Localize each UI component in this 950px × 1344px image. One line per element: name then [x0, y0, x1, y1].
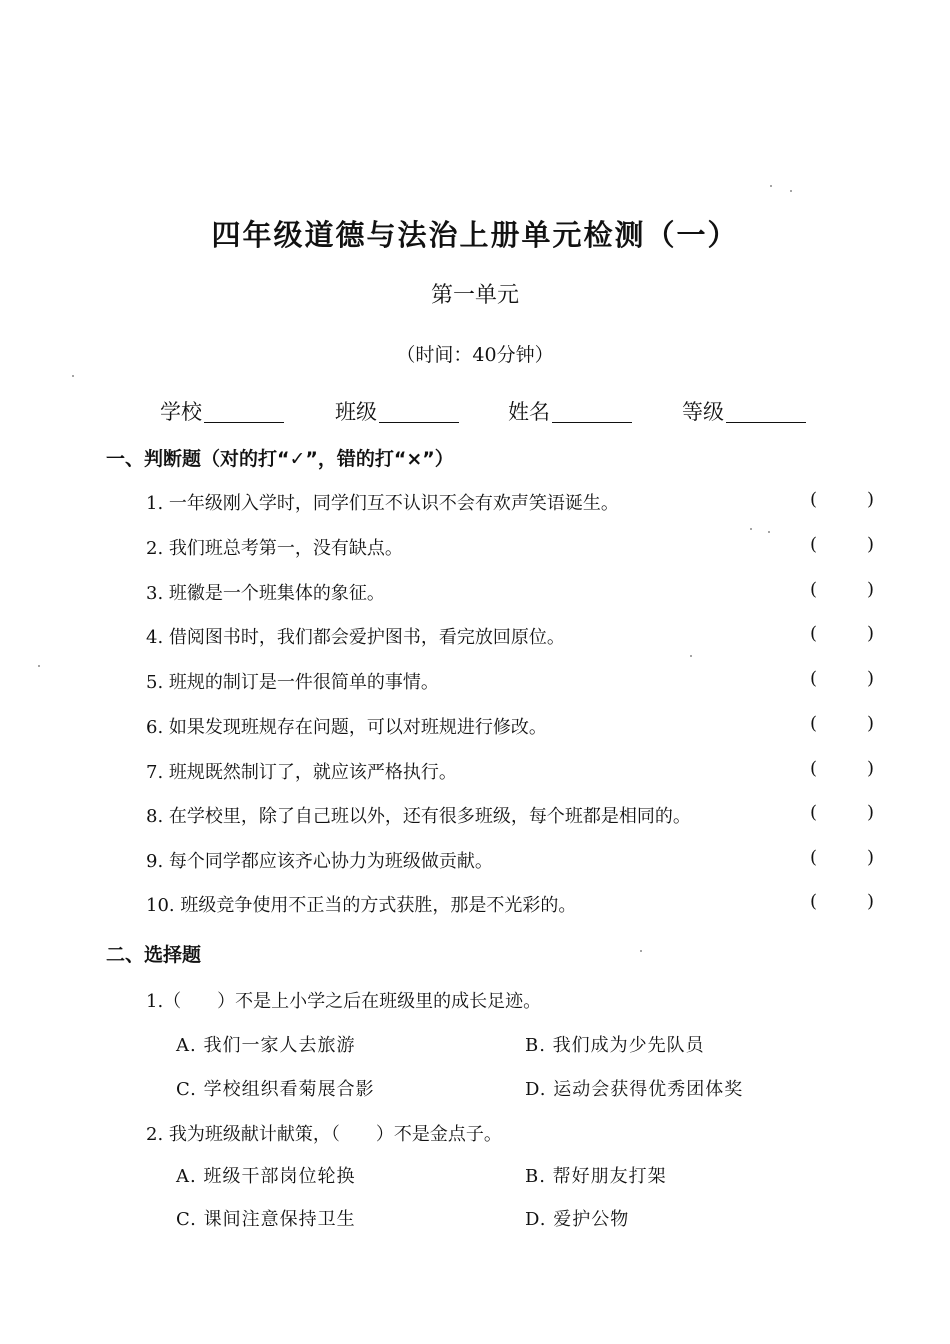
- tf-question: 1. 一年级刚入学时，同学们互不认识不会有欢声笑语诞生。: [146, 493, 619, 514]
- name-blank[interactable]: [552, 404, 632, 423]
- section-multiple-choice-heading: 二、选择题: [106, 944, 202, 966]
- tf-question: 10. 班级竞争使用不正当的方式获胜，那是不光彩的。: [146, 895, 577, 916]
- scan-speck: [768, 531, 770, 533]
- paren-open: (: [810, 847, 818, 868]
- paren-close: ): [866, 623, 874, 644]
- answer-brackets[interactable]: [810, 534, 874, 555]
- paren-close: ): [866, 758, 874, 779]
- paren-open: (: [810, 489, 818, 510]
- mc-question-stem: 1.（ ）不是上小学之后在班级里的成长足迹。: [146, 991, 542, 1012]
- grade-field[interactable]: [682, 396, 806, 426]
- answer-brackets[interactable]: [810, 802, 874, 823]
- time-limit: （时间：40分钟）: [396, 344, 554, 366]
- answer-brackets[interactable]: [810, 623, 874, 644]
- class-label: 班级: [335, 400, 377, 424]
- answer-brackets[interactable]: [810, 713, 874, 734]
- tf-question: 7. 班规既然制订了，就应该严格执行。: [146, 762, 457, 783]
- scan-speck: [770, 185, 772, 187]
- tf-question: 9. 每个同学都应该齐心协力为班级做贡献。: [146, 851, 493, 872]
- mc-question-stem: 2. 我为班级献计献策，（ ）不是金点子。: [146, 1124, 502, 1145]
- tf-question: 2. 我们班总考第一，没有缺点。: [146, 538, 403, 559]
- paren-close: ): [866, 534, 874, 555]
- scan-speck: [750, 528, 752, 530]
- unit-subtitle: 第一单元: [430, 283, 519, 308]
- name-field[interactable]: [508, 396, 632, 426]
- paren-close: ): [866, 891, 874, 912]
- student-info-fields: [160, 396, 840, 428]
- scan-speck: [690, 655, 692, 657]
- scan-speck: [790, 190, 792, 192]
- class-blank[interactable]: [379, 404, 459, 423]
- name-label: 姓名: [508, 400, 550, 424]
- scan-speck: [640, 950, 642, 952]
- class-field[interactable]: [335, 396, 459, 426]
- mc-option-a[interactable]: A. 班级干部岗位轮换: [176, 1166, 356, 1187]
- scan-speck: [38, 665, 40, 667]
- paren-open: (: [810, 623, 818, 644]
- tf-question: 3. 班徽是一个班集体的象征。: [146, 583, 385, 604]
- grade-blank[interactable]: [726, 404, 806, 423]
- paren-open: (: [810, 891, 818, 912]
- tf-question: 5. 班规的制订是一件很简单的事情。: [146, 672, 439, 693]
- section-true-false-heading: 一、判断题（对的打“✓”，错的打“×”）: [106, 448, 454, 470]
- paren-close: ): [866, 668, 874, 689]
- tf-question: 6. 如果发现班规存在问题，可以对班规进行修改。: [146, 717, 547, 738]
- answer-brackets[interactable]: [810, 758, 874, 779]
- mc-option-d[interactable]: D. 爱护公物: [525, 1209, 630, 1230]
- mc-option-a[interactable]: A. 我们一家人去旅游: [176, 1035, 356, 1056]
- paren-close: ): [866, 802, 874, 823]
- mc-option-d[interactable]: D. 运动会获得优秀团体奖: [525, 1079, 744, 1100]
- paren-open: (: [810, 534, 818, 555]
- paren-close: ): [866, 713, 874, 734]
- mc-option-b[interactable]: B. 我们成为少先队员: [525, 1035, 705, 1056]
- mc-option-c[interactable]: C. 课间注意保持卫生: [176, 1209, 356, 1230]
- school-field[interactable]: [160, 396, 284, 426]
- paren-open: (: [810, 579, 818, 600]
- paren-close: ): [866, 489, 874, 510]
- tf-question: 8. 在学校里，除了自己班以外，还有很多班级，每个班都是相同的。: [146, 806, 691, 827]
- grade-label: 等级: [682, 400, 724, 424]
- scan-speck: [72, 375, 74, 377]
- mc-option-b[interactable]: B. 帮好朋友打架: [525, 1166, 667, 1187]
- mc-option-c[interactable]: C. 学校组织看菊展合影: [176, 1079, 375, 1100]
- answer-brackets[interactable]: [810, 489, 874, 510]
- paren-open: (: [810, 802, 818, 823]
- paren-open: (: [810, 713, 818, 734]
- paren-close: ): [866, 579, 874, 600]
- school-label: 学校: [160, 400, 202, 424]
- paren-open: (: [810, 668, 818, 689]
- answer-brackets[interactable]: [810, 891, 874, 912]
- exam-title: 四年级道德与法治上册单元检测（一）: [211, 218, 739, 252]
- tf-question: 4. 借阅图书时，我们都会爱护图书，看完放回原位。: [146, 627, 565, 648]
- answer-brackets[interactable]: [810, 847, 874, 868]
- answer-brackets[interactable]: [810, 668, 874, 689]
- answer-brackets[interactable]: [810, 579, 874, 600]
- paren-open: (: [810, 758, 818, 779]
- school-blank[interactable]: [204, 404, 284, 423]
- paren-close: ): [866, 847, 874, 868]
